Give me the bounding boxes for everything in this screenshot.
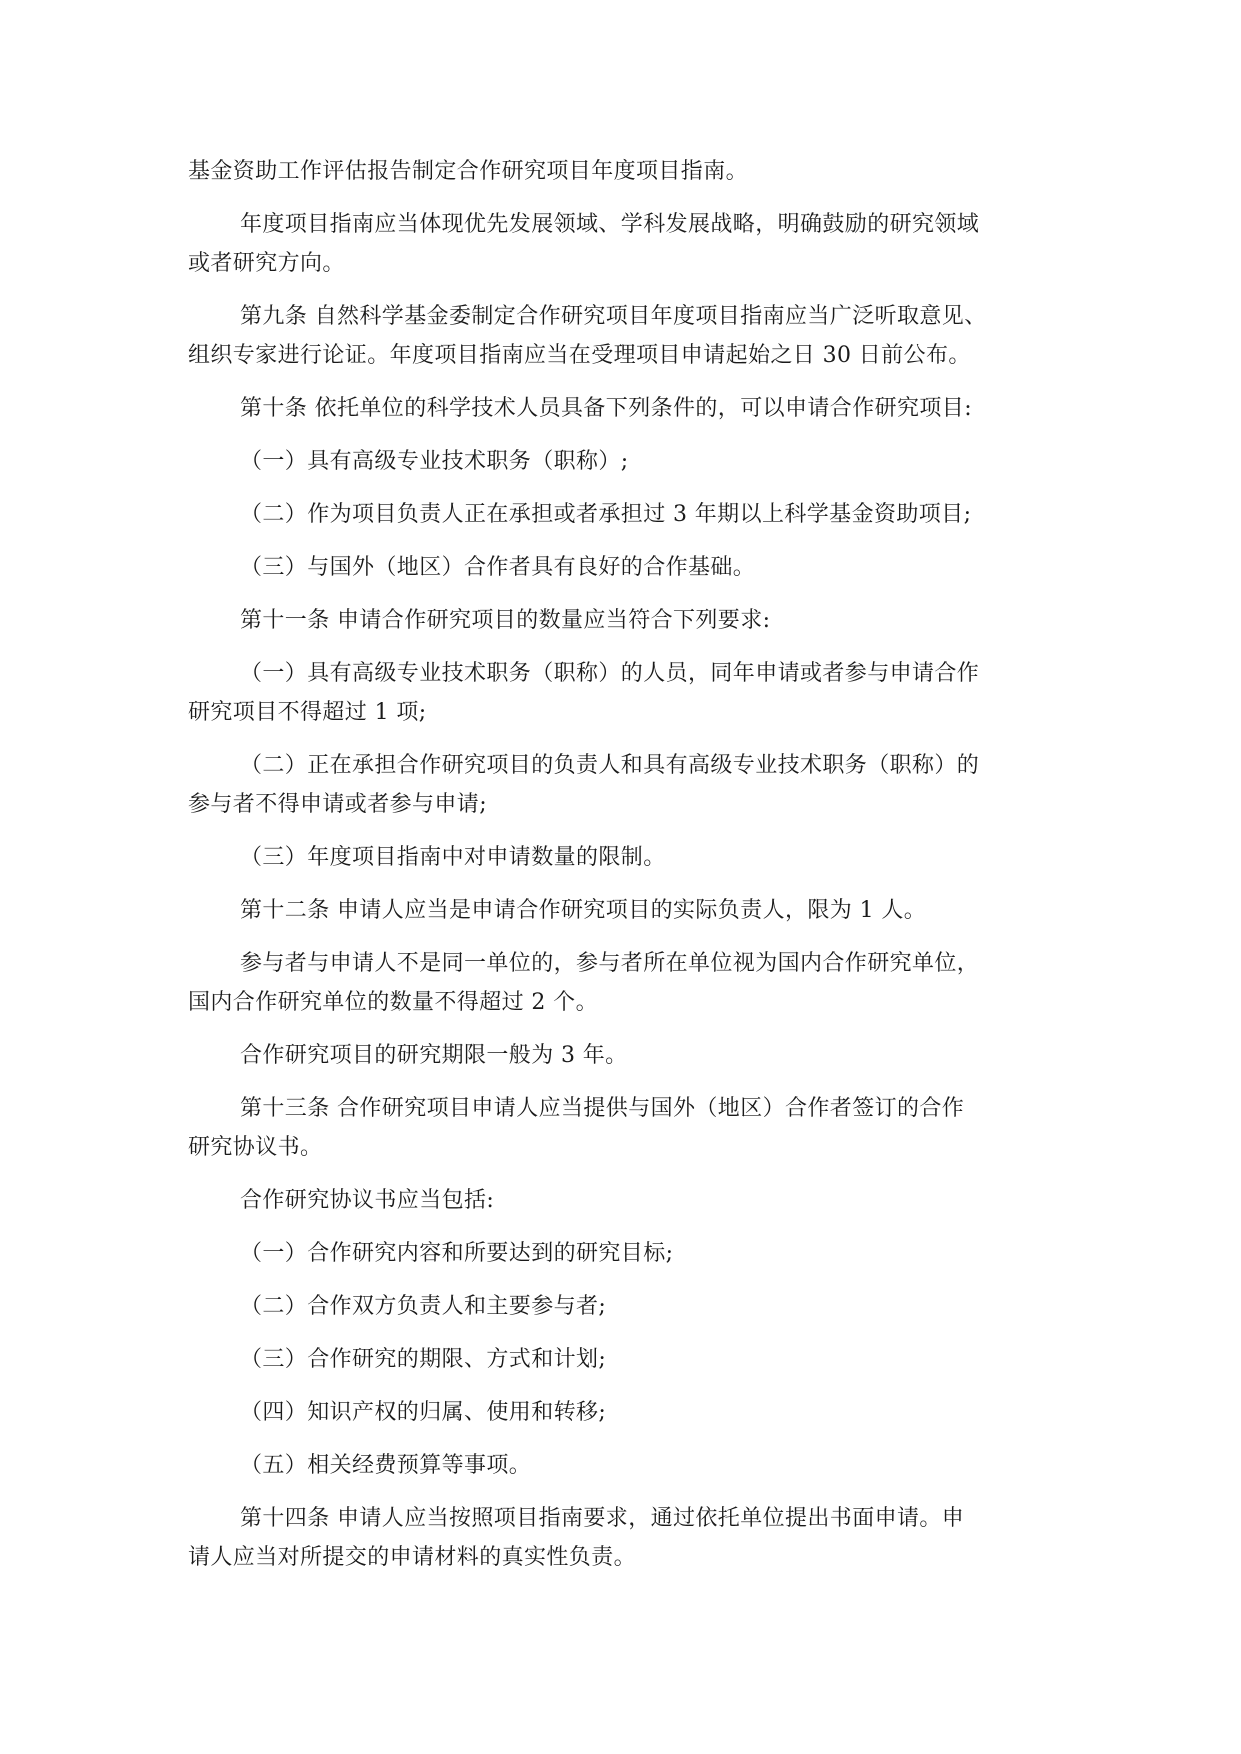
text-line: 研究项目不得超过 1 项; — [188, 700, 427, 725]
text-line: （一）具有高级专业技术职务（职称）的人员，同年申请或者参与申请合作 — [240, 661, 980, 686]
text-line: （二）正在承担合作研究项目的负责人和具有高级专业技术职务（职称）的 — [240, 753, 980, 778]
text-line: 年度项目指南应当体现优先发展领域、学科发展战略，明确鼓励的研究领域 — [240, 212, 980, 237]
text-line: 请人应当对所提交的申请材料的真实性负责。 — [188, 1545, 637, 1570]
text-line: 或者研究方向。 — [188, 251, 345, 276]
text-line: 合作研究协议书应当包括: — [240, 1188, 495, 1213]
text-line: 参与者与申请人不是同一单位的，参与者所在单位视为国内合作研究单位， — [240, 951, 980, 976]
text-line: 第十二条 申请人应当是申请合作研究项目的实际负责人，限为 1 人。 — [240, 898, 927, 923]
text-line: （一）合作研究内容和所要达到的研究目标; — [240, 1241, 674, 1266]
text-line: （二）合作双方负责人和主要参与者; — [240, 1294, 607, 1319]
text-line: （三）合作研究的期限、方式和计划; — [240, 1347, 607, 1372]
document-body — [188, 152, 1058, 1577]
text-line: 基金资助工作评估报告制定合作研究项目年度项目指南。 — [188, 159, 749, 184]
text-line: （三）与国外（地区）合作者具有良好的合作基础。 — [240, 555, 756, 580]
text-line: （一）具有高级专业技术职务（职称）; — [240, 449, 629, 474]
text-line: 第十条 依托单位的科学技术人员具备下列条件的，可以申请合作研究项目: — [240, 396, 973, 421]
text-line: 第十三条 合作研究项目申请人应当提供与国外（地区）合作者签订的合作 — [240, 1096, 965, 1121]
text-line: 研究协议书。 — [188, 1135, 323, 1160]
text-line: 第九条 自然科学基金委制定合作研究项目年度项目指南应当广泛听取意见、 — [240, 304, 987, 329]
text-line: 组织专家进行论证。年度项目指南应当在受理项目申请起始之日 30 日前公布。 — [188, 343, 971, 368]
text-line: （四）知识产权的归属、使用和转移; — [240, 1400, 607, 1425]
text-line: 合作研究项目的研究期限一般为 3 年。 — [240, 1043, 628, 1068]
text-line: （二）作为项目负责人正在承担或者承担过 3 年期以上科学基金资助项目; — [240, 502, 972, 527]
text-line: 国内合作研究单位的数量不得超过 2 个。 — [188, 990, 598, 1015]
text-line: （三）年度项目指南中对申请数量的限制。 — [240, 845, 666, 870]
text-line: 参与者不得申请或者参与申请; — [188, 792, 488, 817]
text-line: （五）相关经费预算等事项。 — [240, 1453, 532, 1478]
text-line: 第十一条 申请合作研究项目的数量应当符合下列要求: — [240, 608, 771, 633]
text-line: 第十四条 申请人应当按照项目指南要求，通过依托单位提出书面申请。申 — [240, 1506, 965, 1531]
